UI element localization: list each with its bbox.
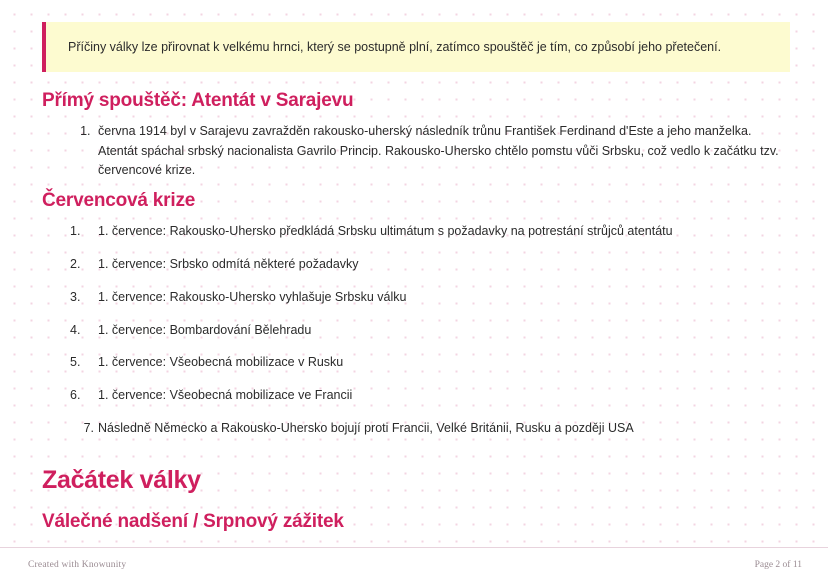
- crisis-list: [42, 222, 790, 437]
- list-item: [70, 353, 790, 372]
- section-title-war-start: Začátek války: [42, 465, 201, 494]
- list-item-number: 1.: [70, 224, 81, 239]
- list-item-number: 2.: [70, 257, 81, 271]
- list-item: 1. června 1914 byl v Sarajevu zavražděn rakousko-uherský následník trůnu František Ferdinand d'Este a jeho manželka. Atentát spáchal srbský nacionalista Gavrilo Princip. Rakousko-Uhersko chtělo pomstu vůči Srbsku, což vedlo k začátku tzv. červencové krize.: [94, 122, 790, 180]
- list-item: [70, 386, 790, 405]
- footer-page-number: Page 2 of 11: [754, 560, 802, 570]
- section-title-trigger: Přímý spouštěč: Atentát v Sarajevu: [42, 90, 354, 112]
- list-item-label: 1. července: Bombardování Bělehradu: [98, 322, 312, 337]
- callout-box: [42, 22, 790, 72]
- page-content: [42, 22, 790, 539]
- list-item: [70, 288, 790, 307]
- list-item-label: 1. července: Rakousko-Uhersko předkládá Srbsku ultimátum s požadavky na potrestání strůjců atentátu: [98, 224, 673, 239]
- trigger-list: [42, 122, 790, 180]
- page-footer: [0, 547, 828, 586]
- list-item-number: 3.: [70, 289, 81, 304]
- footer-attribution: Created with Knowunity: [28, 560, 127, 570]
- list-item-number: 6.: [70, 388, 81, 402]
- list-item-label: 1. července: Rakousko-Uhersko vyhlašuje Srbsku válku: [98, 289, 407, 304]
- list-item-number: 5.: [70, 355, 81, 370]
- list-item-number: 7.: [83, 420, 94, 435]
- list-item: [70, 255, 790, 274]
- list-item: [70, 419, 790, 438]
- section-title-crisis: Červencová krize: [42, 190, 196, 212]
- list-item: [70, 222, 790, 241]
- list-item-label: 1. července: Všeobecná mobilizace v Rusku: [98, 355, 344, 370]
- callout-text: Příčiny války lze přirovnat k velkému hrnci, který se postupně plní, zatímco spouštěč je tím, co způsobí jeho přetečení.: [68, 40, 722, 54]
- list-item-label: 1. července: Srbsko odmítá některé požadavky: [98, 257, 359, 271]
- list-item-label: Následně Německo a Rakousko-Uhersko bojují proti Francii, Velké Británii, Rusku a později USA: [98, 420, 634, 435]
- section-title-enthusiasm: Válečné nadšení / Srpnový zážitek: [42, 510, 344, 532]
- list-item-label: 1. července: Všeobecná mobilizace ve Francii: [98, 388, 353, 402]
- list-item-number: 4.: [70, 322, 81, 337]
- list-item: [70, 321, 790, 340]
